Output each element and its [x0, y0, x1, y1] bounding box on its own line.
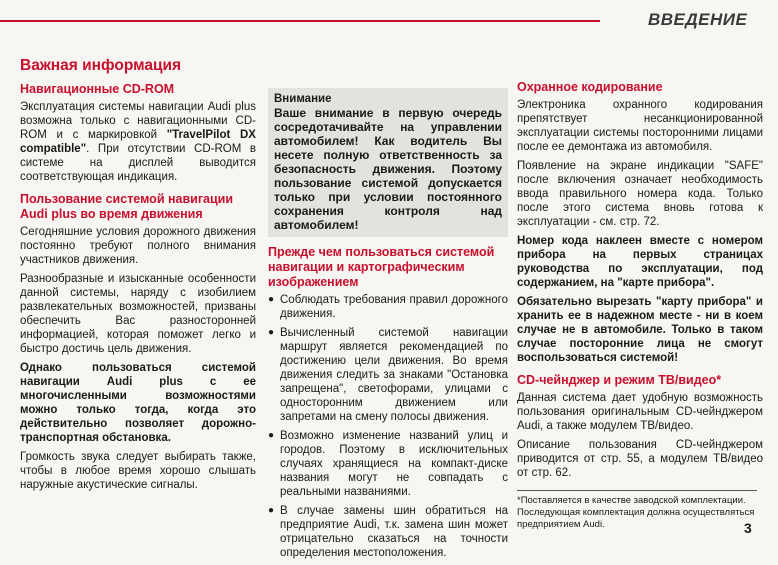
list-item	[268, 293, 508, 321]
paragraph: Громкость звука следует выбирать также, чтобы в любое время хорошо слышать наружные акустические сигналы.	[20, 451, 256, 491]
list-item	[268, 504, 508, 560]
bullet-icon: ●	[268, 327, 275, 338]
paragraph: Появление на экране индикации "SAFE" после включения означает необходимость ввода правильного номера кода. Только после этого система вновь готова к эксплуатации - см. стр. 72.	[517, 160, 763, 228]
page-number: 3	[744, 520, 752, 536]
bullet-icon: ●	[268, 430, 275, 441]
list-item	[268, 429, 508, 499]
heading-cd-rom: Навигационные CD-ROM	[20, 82, 175, 96]
paragraph: Описание пользования CD-чейнджером приводится от стр. 55, а модулем ТВ/видео от стр. 62.	[517, 439, 763, 479]
list-item-text: Возможно изменение названий улиц и городов. Поэтому в исключительных случаях хранящиеся на компакт-диске названия могут не совпадать с реальными названиями.	[280, 430, 508, 498]
list-item-text: В случае замены шин обратиться на предприятие Audi, т.к. замена шин может отрицательно сказаться на точности определения местоположения.	[280, 505, 508, 559]
paragraph-bold: Обязательно вырезать "карту прибора" и хранить ее в надежном месте - ни в коем случае не в автомобиле. Только в таком случае посторонние лица не смогут воспользоваться системой!	[517, 296, 763, 364]
warning-text: Ваше внимание в первую очередь сосредотачивайте на управлении автомобилем! Как водитель Вы несете полную ответственность за безопасность движения. Поэтому пользование системой допускается только при условии постоянного сохранения контроля над автомобилем!	[274, 106, 502, 232]
column-middle	[268, 88, 508, 565]
heading-security-code: Охранное кодирование	[517, 80, 663, 94]
paragraph: Электроника охранного кодирования препятствует несанкционированной эксплуатации системы посторонними лицами после ее демонтажа из автомобиля.	[517, 99, 763, 153]
page-title: Важная информация	[20, 57, 182, 74]
heading-driving-use: Пользование системой навигации Audi plus во время движения	[20, 192, 234, 221]
paragraph: Данная система дает удобную возможность пользования оригинальным CD-чейнджером Audi, а также модулем ТВ/видео.	[517, 392, 763, 432]
heading-cd-changer: CD-чейнджер и режим ТВ/видео*	[517, 373, 722, 387]
paragraph-bold: Номер кода наклеен вместе с номером прибора на первых страницах руководства по эксплуатации, под содержанием, на "карте прибора".	[517, 235, 763, 289]
paragraph-text: . При отсутствии CD-ROM в системе на дисплей выводится соответствующая индикация.	[20, 143, 256, 183]
paragraph: Разнообразные и изысканные особенности данной системы, наряду с изобилием развлекательных возможностей, призваны обеспечить Вас разносторонней информацией, которая поможет легко и быстро достичь цель движения.	[20, 273, 256, 355]
warning-title: Внимание	[274, 93, 332, 105]
column-right	[517, 80, 763, 531]
heading-before-use: Прежде чем пользоваться системой навигации и картографическим изображением	[268, 245, 495, 289]
header-rule	[0, 20, 600, 22]
paragraph-text: Эксплуатация системы навигации Audi plus возможна только с навигационными CD-ROM и с маркировкой	[20, 101, 256, 141]
list-item-text: Вычисленный системой навигации маршрут является рекомендацией по достижению цели движения. Во время движения следить за знаками "Остановка запрещена", светофорами, улицами с односторонним движением или запретами на смену полосы движения.	[280, 327, 508, 423]
warning-box	[268, 88, 508, 237]
column-left	[20, 56, 256, 497]
compatible-label: "TravelPilot DX compatible"	[20, 129, 256, 155]
paragraph-cd-rom	[20, 100, 256, 184]
paragraph: Сегодняшние условия дорожного движения постоянно требуют полного внимания участников движения.	[20, 226, 256, 266]
paragraph-bold: Однако пользоваться системой навигации Audi plus с ее многочисленными возможностями можно только тогда, когда это действительно позволяет дорожно-транспортная обстановка.	[20, 362, 256, 444]
footnote: *Поставляется в качестве заводской комплектации. Последующая комплектация должна осуществляться предприятием Audi.	[517, 490, 757, 531]
bullet-icon: ●	[268, 294, 275, 305]
list-item-text: Соблюдать требования правил дорожного движения.	[280, 294, 508, 320]
list-item	[268, 326, 508, 424]
bullet-icon: ●	[268, 505, 275, 516]
section-title: ВВЕДЕНИЕ	[648, 10, 748, 29]
